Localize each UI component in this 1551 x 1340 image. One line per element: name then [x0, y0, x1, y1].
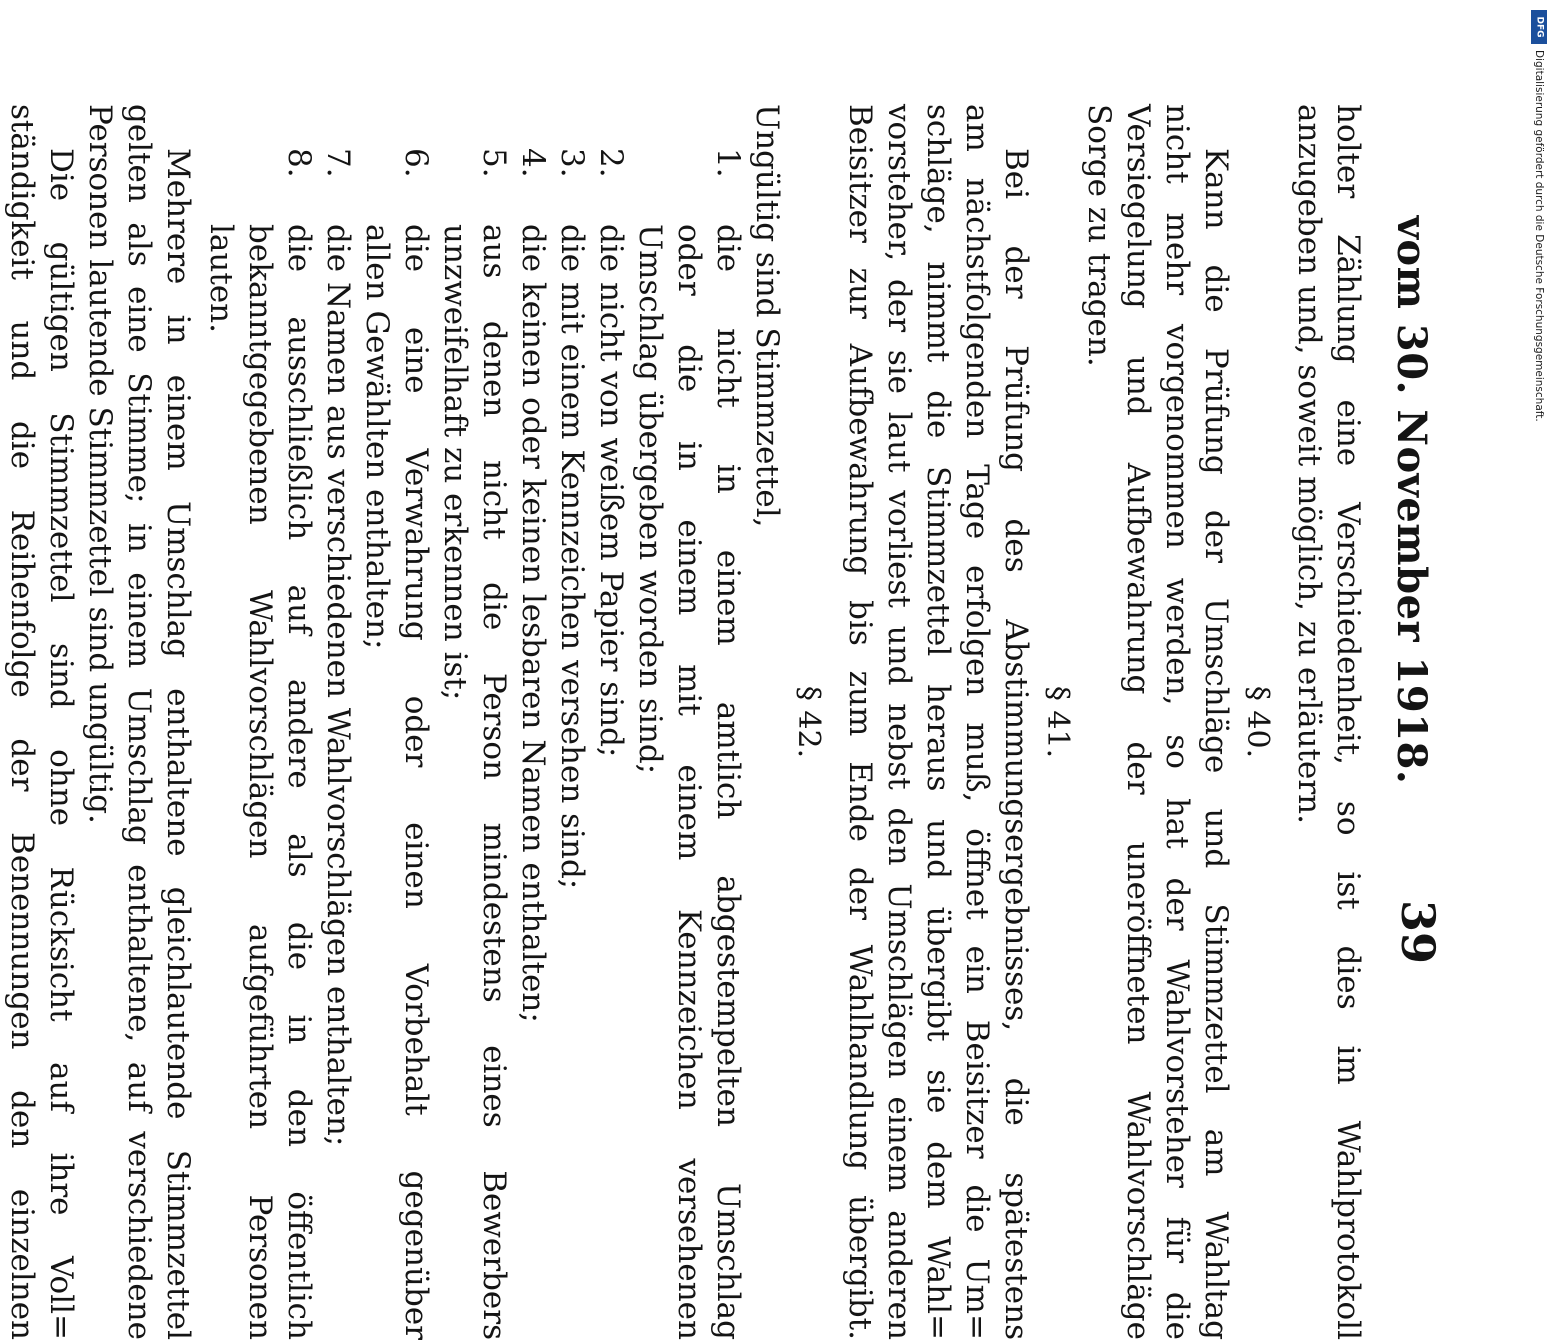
text-line: am nächstfolgenden Tage erfolgen muß, öffnet ein Beisitzer die Um= — [959, 104, 995, 1340]
item-text: die nicht in einem amtlich abgestempelten Umschlag — [710, 224, 746, 1340]
item-text: die eine Verwahrung oder einen Vorbehalt gegenüber — [398, 224, 434, 1340]
dfg-logo: DFG — [1531, 10, 1547, 44]
list-item — [318, 104, 357, 1340]
list-item — [279, 104, 318, 1340]
text-line: Personen lautende Stimmzettel sind ungültig. — [82, 104, 118, 824]
text-line: schläge, nimmt die Stimmzettel heraus und übergibt sie dem Wahl= — [920, 104, 956, 1340]
item-text: die mit einem Kennzeichen versehen sind; — [554, 224, 590, 890]
item-text: die keinen oder keinen lesbaren Namen enthalten; — [515, 224, 551, 1023]
item-continuation: oder die in einem mit einem Kennzeichen versehenen — [671, 224, 707, 1340]
text-line: anzugeben und, soweit möglich, zu erläutern. — [1291, 104, 1327, 824]
text-line: holter Zählung eine Verschiedenheit, so ist dies im Wahlprotokoll — [1330, 104, 1366, 1340]
item-number: 5. — [476, 148, 512, 178]
section-heading-42: § 42. — [791, 685, 826, 759]
list-item — [474, 104, 513, 1340]
item-continuation: bekanntgegebenen Wahlvorschlägen aufgeführten Personen — [242, 224, 278, 1340]
list-item — [591, 104, 630, 1340]
text-line: Die gültigen Stimmzettel sind ohne Rücksicht auf ihre Voll= — [43, 148, 79, 1340]
running-title: vom 30. November 1918. — [1388, 215, 1435, 785]
text-line: Versiegelung und Aufbewahrung der uneröffneten Wahlvorschläge — [1120, 104, 1156, 1340]
item-continuation: unzweifelhaft zu erkennen ist; — [437, 224, 473, 701]
text-line: Mehrere in einem Umschlag enthaltene gleichlautende Stimmzettel — [160, 148, 196, 1340]
page-header — [1377, 10, 1445, 990]
item-number: 8. — [281, 148, 317, 178]
item-continuation: lauten. — [203, 224, 239, 333]
item-number: 4. — [515, 148, 551, 178]
section-heading-41: § 41. — [1040, 685, 1075, 759]
item-continuation: Umschlag übergeben worden sind; — [632, 224, 668, 775]
text-line: gelten als eine Stimme; in einem Umschlag enthaltene, auf verschiedene — [121, 104, 157, 1340]
page-number: 39 — [1391, 899, 1445, 964]
rotated-page — [4, 10, 1465, 1340]
list-item — [513, 104, 552, 1340]
item-number: 3. — [554, 148, 590, 178]
list-item — [552, 104, 591, 1340]
text-line: nicht mehr vorgenommen werden, so hat der Wahlvorsteher für die — [1159, 104, 1195, 1340]
text-line: vorsteher, der sie laut vorliest und nebst den Umschlägen einem anderen — [881, 104, 917, 1340]
item-number: 7. — [320, 148, 356, 178]
text-line: ständigkeit und die Reihenfolge der Benennungen den einzelnen — [4, 104, 40, 1340]
text-line: Kann die Prüfung der Umschläge und Stimmzettel am Wahltag — [1198, 148, 1234, 1340]
section-heading-40: § 40. — [1240, 685, 1275, 759]
text-line: Bei der Prüfung des Abstimmungsergebnisses, die spätestens — [998, 148, 1034, 1340]
digitization-sidebar — [1528, 10, 1550, 510]
text-line: Sorge zu tragen. — [1081, 104, 1117, 367]
text-line: Beisitzer zur Aufbewahrung bis zum Ende der Wahlhandlung übergibt. — [842, 104, 878, 1340]
page-body — [0, 104, 1367, 1340]
item-number: 6. — [398, 148, 434, 178]
item-number: 2. — [593, 148, 629, 178]
item-text: die nicht von weißem Papier sind; — [593, 224, 629, 758]
item-text: die Namen aus verschiedenen Wahlvorschlägen enthalten; — [320, 224, 356, 1147]
section-intro: Ungültig sind Stimmzettel, — [749, 104, 785, 528]
item-text: die ausschließlich auf andere als die in den öffentlich — [281, 224, 317, 1340]
item-text: aus denen nicht die Person mindestens eines Bewerbers — [476, 224, 512, 1340]
list-item — [396, 104, 435, 1340]
item-number: 1. — [710, 148, 746, 178]
list-item — [708, 104, 747, 1340]
funding-note: Digitalisierung gefördert durch die Deutsche Forschungsgemeinschaft. — [1533, 50, 1545, 422]
item-continuation: allen Gewählten enthalten; — [359, 224, 395, 650]
